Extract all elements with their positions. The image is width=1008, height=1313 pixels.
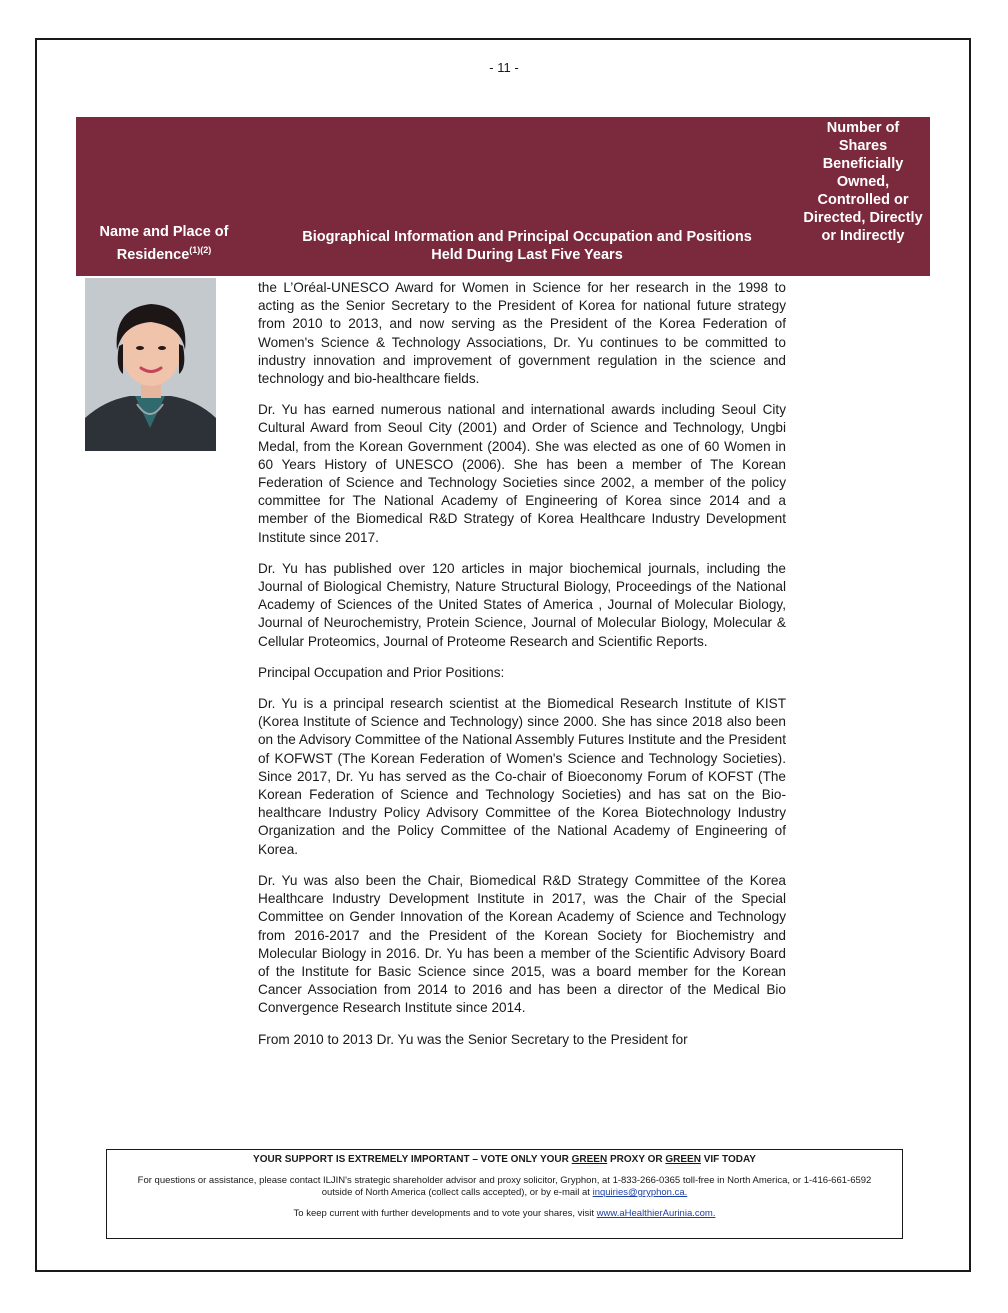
header-name-residence	[76, 223, 252, 264]
footer-visit	[107, 1208, 902, 1220]
portrait-photo	[85, 278, 216, 451]
footer-heading-text: PROXY OR	[607, 1154, 666, 1165]
bio-paragraph: the L’Oréal-UNESCO Award for Women in Science for her research in the 1998 to acting as the Senior Secretary to the President of Korea for national future strategy from 2010 to 2013, and now serving as the President of the Korea Federation of Women's Science & Technology Associations, Dr. Yu continues to be committed to industry innovation and improvement of government regulation in the science and technology and bio-healthcare fields.	[258, 280, 786, 387]
footer-heading-text: VIF TODAY	[700, 1154, 756, 1165]
header-biography	[256, 228, 798, 264]
bio-paragraph: Dr. Yu was also been the Chair, Biomedical R&D Strategy Committee of the Korea Healthcare Industry Development Institute in 2017, was the Chair of the Special Committee on Gender Innovation of the Korean Academy of Science and Technology from 2016-2017 and the President of the Korean Society for Biochemistry and Molecular Biology in 2016. Dr. Yu has been a member of the Scientific Advisory Board of the Institute for Basic Science since 2015, was a board member for the Korean Cancer Association from 2014 to 2016 and has been a director of the Medical Bio Convergence Research Institute since 2014.	[258, 872, 786, 1016]
website-link[interactable]: www.aHealthierAurinia.com.	[596, 1208, 716, 1219]
bio-paragraph: Dr. Yu has published over 120 articles in major biochemical journals, including the Journal of Biological Chemistry, Nature Structural Biology, Proceedings of the National Academy of Sciences of the United States of America , Journal of Molecular Biology, Journal of Neurochemistry, Protein Science, Journal of Molecular Biology, Molecular & Cellular Proteomics, Journal of Proteome Research and Scientific Reports.	[258, 560, 786, 649]
header-biography-line2: Held During Last Five Years	[431, 247, 623, 263]
biography-text	[258, 279, 786, 1062]
bio-subheading: Principal Occupation and Prior Positions:	[258, 664, 505, 680]
email-link[interactable]: inquiries@gryphon.ca.	[592, 1187, 688, 1198]
footer-heading	[107, 1154, 902, 1166]
footer-visit-text: To keep current with further developments and to vote your shares, visit	[293, 1208, 597, 1219]
bio-paragraph: From 2010 to 2013 Dr. Yu was the Senior Secretary to the President for	[258, 1031, 688, 1047]
header-shares: Number of Shares Beneficially Owned, Controlled or Directed, Directly or Indirectly	[803, 120, 923, 244]
page-number: - 11 -	[489, 60, 519, 75]
green-emphasis: GREEN	[665, 1154, 701, 1165]
bio-paragraph: Dr. Yu is a principal research scientist at the Biomedical Research Institute of KIST (Korea Institute of Science and Technology) since 2000. She has since 2018 also been on the Advisory Committee of the National Assembly Futures Institute and the President of KOFWST (The Korean Federation of Women's Science and Technology Societies). Since 2017, Dr. Yu has served as the Co-chair of Bioeconomy Forum of KOFST (The Korean Federation of Science and Technology Societies) and has sat on the Bio-healthcare Industry Policy Advisory Committee of the Korea Biotechnology Industry Organization and the Policy Committee of the National Academy of Engineering of Korea.	[258, 696, 786, 857]
footnote-marker: (1)(2)	[189, 245, 212, 256]
header-name-residence-label: Name and Place of Residence	[99, 224, 229, 263]
header-biography-line1: Biographical Information and Principal Occupation and Positions	[302, 229, 752, 245]
green-emphasis: GREEN	[571, 1154, 608, 1165]
portrait-illustration	[85, 278, 216, 451]
footer-heading-text: YOUR SUPPORT IS EXTREMELY IMPORTANT – VOTE ONLY YOUR	[253, 1154, 572, 1165]
footer-contact	[107, 1175, 902, 1199]
bio-paragraph: Dr. Yu has earned numerous national and international awards including Seoul City Cultural Award from Seoul City (2001) and Order of Science and Technology, Ungbi Medal, from the Korean Government (2004). She was elected as one of 60 Women in 60 Years History of UNESCO (2006). She has been a member of The Korean Federation of Science and Technology Societies since 2002, a member of the policy committee for The National Academy of Engineering of Korea since 2014 and a member of the Biomedical R&D Strategy of Korea Healthcare Industry Development Institute since 2017.	[258, 402, 786, 545]
footer-notice	[106, 1149, 903, 1239]
table-header	[76, 117, 930, 276]
footer-contact-text: For questions or assistance, please contact ILJIN's strategic shareholder advisor and proxy solicitor, Gryphon, at 1-833-266-0365 toll-free in North America, or 1-416-661-6592 outside of North America (collect calls accepted), or by e-mail at	[137, 1175, 872, 1198]
